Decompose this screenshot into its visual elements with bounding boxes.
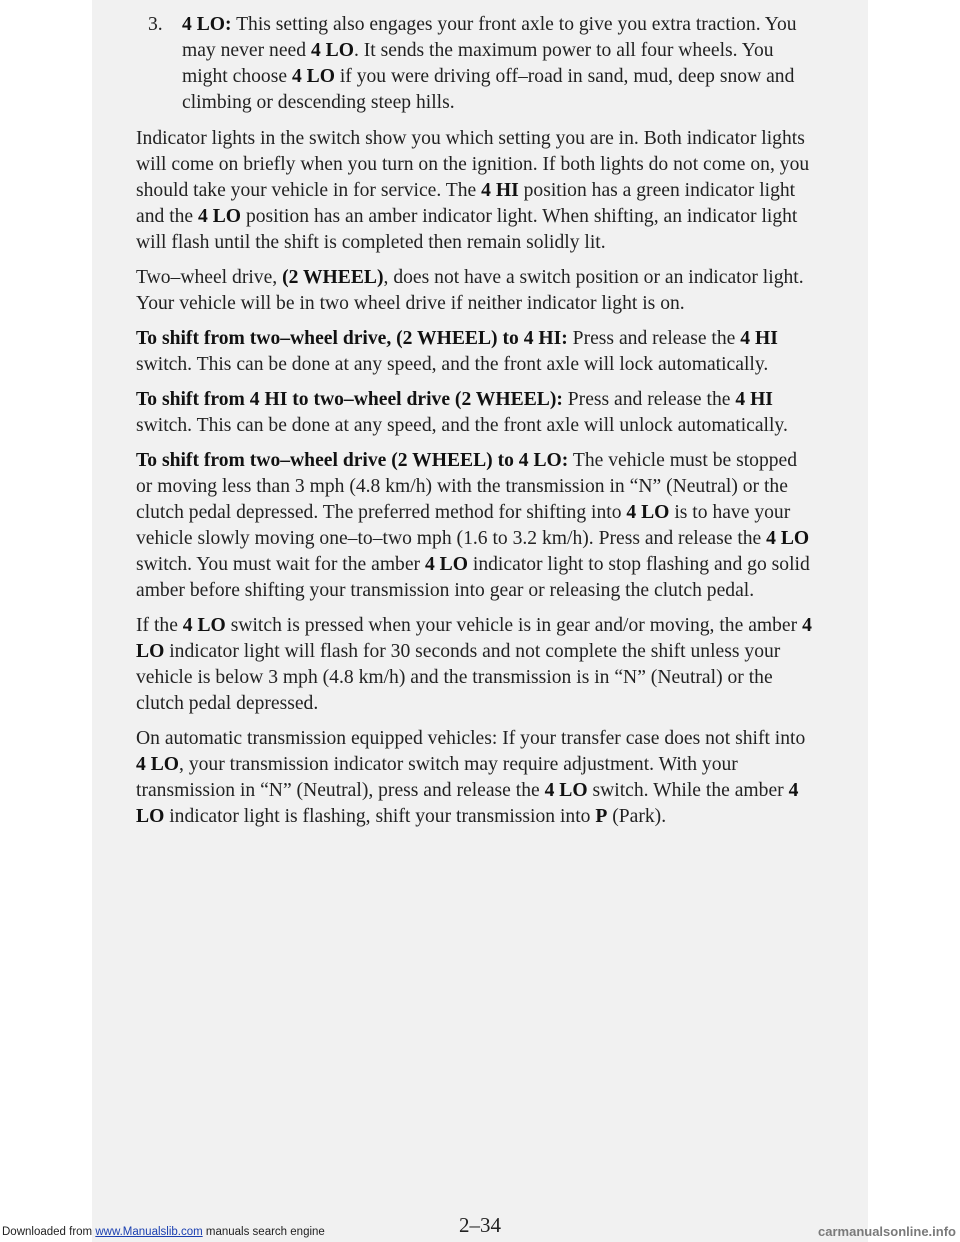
bold-term: 4 LO [198,206,242,227]
bold-term: 4 LO [626,502,670,523]
watermark: carmanualsonline.info [818,1224,956,1239]
list-text [182,12,816,116]
paragraph-shift-2wheel-to-4lo [136,448,816,604]
bold-term: 4 HI [735,389,773,410]
text-run: . It sends the maximum power to all four wheels. You might choose [182,40,774,87]
bold-term: (2 WHEEL) [282,267,384,288]
text-run: switch. You must wait for the amber [136,554,425,575]
bold-term: To shift from two–wheel drive (2 WHEEL) to 4 LO: [136,450,569,471]
text-run: On automatic transmission equipped vehicles: If your transfer case does not shift into [136,728,806,749]
paragraph-shift-4hi-to-2wheel [136,387,816,439]
bold-term: 4 LO [182,615,226,636]
bold-term: 4 LO [136,615,812,662]
manualslib-link[interactable]: www.Manualslib.com [95,1226,203,1238]
text-run: , your transmission indicator switch may require adjustment. With your transmission in “N” (Neutral), press and release the [136,754,738,801]
bold-term: 4 LO [544,780,588,801]
bold-term: 4 LO [310,40,354,61]
text-run: , does not have a switch position or an indicator light. Your vehicle will be in two wheel drive if neither indicator light is on. [136,267,804,314]
bold-term: P [595,806,608,827]
text-run: switch. This can be done at any speed, and the front axle will unlock automatically. [136,415,788,436]
footer-suffix: manuals search engine [202,1226,325,1238]
bold-term: 4 LO [136,780,799,827]
text-run: if you were driving off–road in sand, mud, deep snow and climbing or descending steep hills. [182,66,795,113]
paragraph-automatic-transmission [136,726,816,830]
bold-term: To shift from two–wheel drive, (2 WHEEL) to 4 HI: [136,328,568,349]
text-run: indicator light is flashing, shift your transmission into [164,806,596,827]
paragraph-indicator-lights [136,126,816,256]
list-number: 3. [148,14,163,35]
bold-term: 4 LO [291,66,335,87]
page-number: 2–34 [459,1213,501,1237]
text-run: position has a green indicator light and the [136,180,796,227]
paragraph-shift-2wheel-to-4hi [136,326,816,378]
text-run: switch. While the amber [587,780,789,801]
text-run: (Park). [607,806,667,827]
bold-term: 4 LO [424,554,468,575]
text-run: Press and release the [567,328,741,349]
text-run: The vehicle must be stopped or moving less than 3 mph (4.8 km/h) with the transmission in “N” (Neutral) or the clutch pedal depressed. The preferred method for shifting into [136,450,798,523]
text-run: indicator light to stop flashing and go solid amber before shifting your transmission into gear or releasing the clutch pedal. [136,554,810,601]
paragraph-two-wheel-drive [136,265,816,317]
footer-prefix: Downloaded from [2,1226,96,1238]
text-run: Indicator lights in the switch show you which setting you are in. Both indicator lights will come on briefly when you turn on the ignition. If both lights do not come on, you should take your vehicle in for service. The [136,128,810,201]
bold-term: 4 LO [766,528,810,549]
text-run: position has an amber indicator light. When shifting, an indicator light will flash until the shift is completed then remain solidly lit. [136,206,798,253]
bold-term: 4 LO [136,754,180,775]
text-run: This setting also engages your front axle to give you extra traction. You may never need [182,14,797,61]
text-run: Press and release the [562,389,736,410]
download-footer [2,1226,325,1238]
text-run: switch is pressed when your vehicle is in gear and/or moving, the amber [225,615,803,636]
text-run: indicator light will flash for 30 seconds and not complete the shift unless your vehicle is below 3 mph (4.8 km/h) and the transmission is in “N” (Neutral) or the clutch pedal depressed. [136,641,781,714]
bold-term: 4 HI [481,180,519,201]
text-run: Two–wheel drive, [136,267,283,288]
list-item-4lo [136,12,816,116]
paragraph-4lo-pressed-moving [136,613,816,717]
page-content [136,12,816,839]
bold-term: 4 HI [740,328,778,349]
text-run: switch. This can be done at any speed, and the front axle will lock automatically. [136,354,769,375]
bold-term: 4 LO: [182,14,232,35]
bold-term: To shift from 4 HI to two–wheel drive (2 WHEEL): [136,389,563,410]
text-run: is to have your vehicle slowly moving one–to–two mph (1.6 to 3.2 km/h). Press and release the [136,502,791,549]
text-run: If the [136,615,183,636]
